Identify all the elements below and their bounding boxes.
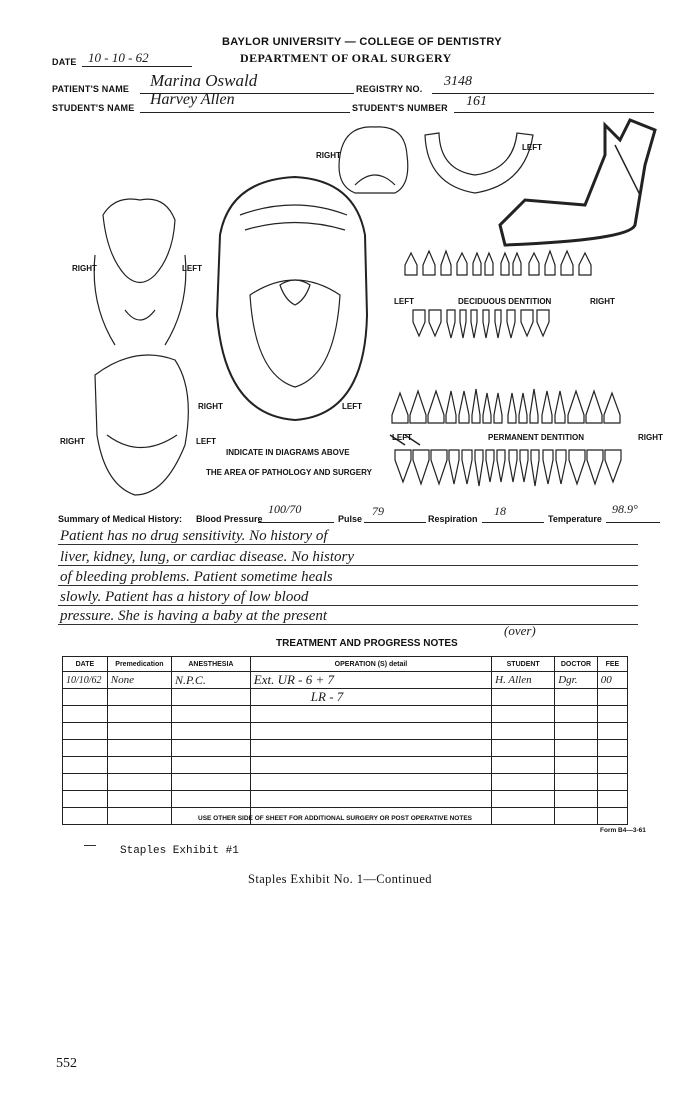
table-row <box>63 706 628 723</box>
temperature-value: 98.9° <box>612 502 638 516</box>
page-number: 552 <box>56 1056 77 1071</box>
row-fee <box>597 689 627 706</box>
maxilla-outline <box>339 127 408 193</box>
tongue-outline <box>250 280 340 387</box>
label-right-mouth: RIGHT <box>198 402 223 411</box>
exhibit-caption: Staples Exhibit No. 1—Continued <box>248 872 432 886</box>
deciduous-teeth-lower <box>413 310 549 338</box>
history-note-4: slowly. Patient has a history of low blood <box>60 589 309 605</box>
row-anesthesia <box>172 689 251 706</box>
label-left-head: LEFT <box>182 264 202 273</box>
row-date <box>63 689 108 706</box>
permanent-teeth-upper <box>392 389 620 423</box>
col-doctor: DOCTOR <box>555 657 598 672</box>
patient-name-value: Marina Oswald <box>150 71 258 90</box>
deciduous-teeth-upper <box>405 251 591 275</box>
footer-note: USE OTHER SIDE OF SHEET FOR ADDITIONAL SURGERY OR POST OPERATIVE NOTES <box>198 815 472 822</box>
label-permanent-dentition: PERMANENT DENTITION <box>488 433 584 442</box>
label-left-mandible: LEFT <box>522 143 542 152</box>
date-value: 10 - 10 - 62 <box>88 50 149 65</box>
label-left-mouth: LEFT <box>342 402 362 411</box>
mandible-arch-outline <box>425 133 533 193</box>
summary-label: Summary of Medical History: <box>58 514 183 524</box>
row-operation: Ext. UR - 6 + 7 <box>250 672 491 689</box>
history-note-3: of bleeding problems. Patient sometime heals <box>60 569 333 585</box>
respiration-label: Respiration <box>428 514 478 524</box>
table-header-row <box>63 657 628 672</box>
table-row <box>63 757 628 774</box>
indicate-line-1: INDICATE IN DIAGRAMS ABOVE <box>226 448 350 457</box>
treatment-table <box>62 656 628 825</box>
treatment-title: TREATMENT AND PROGRESS NOTES <box>276 638 458 649</box>
col-anesthesia: ANESTHESIA <box>172 657 251 672</box>
row-anesthesia: N.P.C. <box>172 672 251 689</box>
row-student: H. Allen <box>492 672 555 689</box>
row-date: 10/10/62 <box>63 672 108 689</box>
label-right-lowerface: RIGHT <box>60 437 85 446</box>
col-student: STUDENT <box>492 657 555 672</box>
student-number-label: STUDENT'S NUMBER <box>352 103 448 113</box>
label-right-maxilla: RIGHT <box>316 151 341 160</box>
label-right-head: RIGHT <box>72 264 97 273</box>
indicate-line-2: THE AREA OF PATHOLOGY AND SURGERY <box>206 468 372 477</box>
row-doctor <box>555 689 598 706</box>
col-premedication: Premedication <box>107 657 171 672</box>
label-deciduous-dentition: DECIDUOUS DENTITION <box>458 297 552 306</box>
table-row <box>63 774 628 791</box>
table-row <box>63 723 628 740</box>
label-left-deciduous: LEFT <box>394 297 414 306</box>
table-row <box>63 672 628 689</box>
row-fee: 00 <box>597 672 627 689</box>
respiration-value: 18 <box>494 504 506 518</box>
registry-value: 3148 <box>444 74 472 89</box>
table-row <box>63 791 628 808</box>
lower-face-outline <box>95 355 188 495</box>
label-right-permanent: RIGHT <box>638 433 663 442</box>
col-operation: OPERATION (S) detail <box>250 657 491 672</box>
student-number-value: 161 <box>466 94 487 109</box>
history-note-5: pressure. She is having a baby at the present <box>60 608 328 624</box>
col-fee: FEE <box>597 657 627 672</box>
history-aside: (over) <box>504 623 536 638</box>
temperature-label: Temperature <box>548 514 602 524</box>
university-title: BAYLOR UNIVERSITY — COLLEGE OF DENTISTRY <box>222 36 502 48</box>
exhibit-stamp: Staples Exhibit #1 <box>120 845 239 857</box>
patient-name-label: PATIENT'S NAME <box>52 84 130 94</box>
history-note-1: Patient has no drug sensitivity. No history of <box>60 528 328 544</box>
department-title: DEPARTMENT OF ORAL SURGERY <box>240 51 452 65</box>
student-name-value: Harvey Allen <box>150 91 235 108</box>
row-operation: LR - 7 <box>250 689 491 706</box>
jaw-side-outline <box>500 120 655 245</box>
pulse-label: Pulse <box>338 514 363 524</box>
head-outline <box>103 199 175 283</box>
history-note-2: liver, kidney, lung, or cardiac disease. No history <box>60 549 354 565</box>
student-name-label: STUDENT'S NAME <box>52 103 135 113</box>
col-date: DATE <box>63 657 108 672</box>
table-row <box>63 740 628 757</box>
label-left-permanent: LEFT <box>392 433 412 442</box>
permanent-teeth-lower <box>395 450 621 486</box>
row-premed: None <box>107 672 171 689</box>
pulse-value: 79 <box>372 504 384 518</box>
form-number: Form B4—3-61 <box>600 827 646 834</box>
bp-value: 100/70 <box>268 502 302 516</box>
row-doctor: Dgr. <box>555 672 598 689</box>
table-row <box>63 689 628 706</box>
bp-label: Blood Pressure <box>196 514 263 524</box>
registry-label: REGISTRY NO. <box>356 84 423 94</box>
date-label: DATE <box>52 57 77 67</box>
label-right-deciduous: RIGHT <box>590 297 615 306</box>
label-left-lowerface: LEFT <box>196 437 216 446</box>
row-premed <box>107 689 171 706</box>
row-student <box>492 689 555 706</box>
dental-diagram <box>55 115 665 515</box>
